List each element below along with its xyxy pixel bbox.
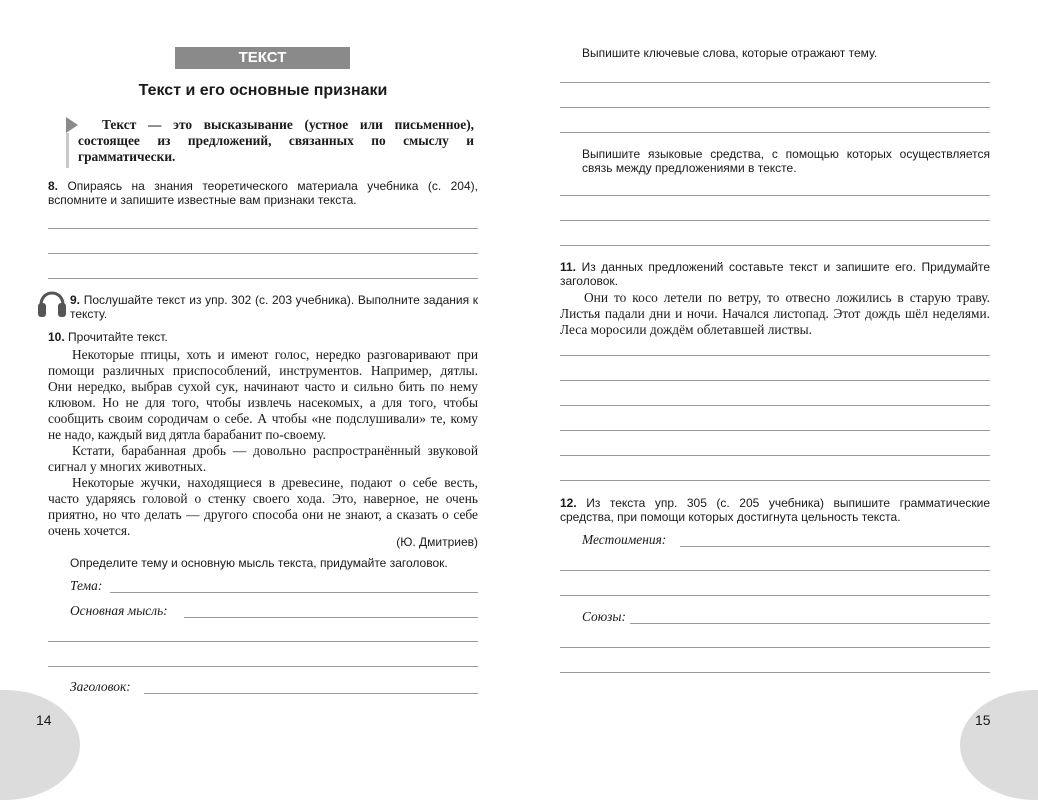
definition-bar <box>66 133 69 168</box>
answer-line[interactable] <box>560 245 990 246</box>
headphones-icon <box>36 281 68 321</box>
corner-decoration-left <box>0 690 80 800</box>
page-heading: Текст и его основные признаки <box>138 82 388 99</box>
task-8-number: 8. <box>48 179 59 193</box>
answer-line <box>48 253 478 254</box>
task-9 <box>70 293 478 321</box>
answer-line[interactable] <box>560 355 990 356</box>
answer-line-conjunctions[interactable] <box>630 623 990 624</box>
task-10-text: Прочитайте текст. <box>68 330 168 344</box>
answer-line[interactable] <box>560 672 990 673</box>
task-12 <box>560 496 990 524</box>
answer-line[interactable] <box>560 220 990 221</box>
definition-text: Текст — это высказывание (устное или письменное), состоящее из предложений, связанных по смыслу и грамматически. <box>78 117 474 164</box>
answer-line[interactable] <box>560 380 990 381</box>
task-11-number: 11. <box>560 260 577 274</box>
label-title: Заголовок: <box>70 679 131 694</box>
answer-line[interactable] <box>560 570 990 571</box>
corner-decoration-right <box>960 690 1038 800</box>
task-11-text: Из данных предложений составьте текст и запишите его. Придумайте заголовок. <box>560 260 990 288</box>
keywords-prompt: Выпишите ключевые слова, которые отражают тему. <box>582 46 878 60</box>
answer-line[interactable] <box>48 666 478 667</box>
reading-paragraph-2: Кстати, барабанная дробь — довольно распространённый звуковой сигнал у многих животных. <box>48 443 478 474</box>
answer-line[interactable] <box>48 641 478 642</box>
means-prompt: Выпишите языковые средства, с помощью которых осуществляется связь между предложениями в тексте. <box>582 147 990 175</box>
answer-line-pronouns[interactable] <box>680 546 990 547</box>
task-8 <box>48 179 478 207</box>
answer-line <box>48 278 478 279</box>
play-triangle-icon <box>66 117 78 133</box>
answer-line[interactable] <box>560 455 990 456</box>
text-author: (Ю. Дмитриев) <box>396 535 478 549</box>
task-10 <box>48 330 478 344</box>
reading-paragraph-3: Некоторые жучки, находящиеся в древесине, подают о себе весть, часто ударяясь головой о стенку своего хода. Это, наверное, не очень приятно, но что делать — другого способа они не знают, а сказать о себе очень хочется. <box>48 475 478 538</box>
answer-line-title[interactable] <box>144 693 478 694</box>
reading-text <box>48 347 478 539</box>
answer-line[interactable] <box>560 107 990 108</box>
page-number-right: 15 <box>975 712 991 728</box>
label-pronouns: Местоимения: <box>582 532 667 547</box>
answer-line[interactable] <box>560 82 990 83</box>
task-11 <box>560 260 990 288</box>
task-11-sentences <box>560 290 990 338</box>
label-main-idea: Основная мысль: <box>70 603 168 618</box>
answer-line <box>48 228 478 229</box>
answer-line[interactable] <box>560 430 990 431</box>
task-10-instruction: Определите тему и основную мысль текста, придумайте заголовок. <box>70 556 448 570</box>
task-9-text: Послушайте текст из упр. 302 (с. 203 учебника). Выполните задания к тексту. <box>70 293 478 321</box>
task-10-number: 10. <box>48 330 65 344</box>
task-11-sentences-text: Они то косо летели по ветру, то отвесно ложились в старую траву. Листья падали дни и ночи. Начался листопад. Этот дождь шёл неделями. Леса моросили дождём облетавшей листвы. <box>560 290 990 337</box>
answer-line[interactable] <box>560 195 990 196</box>
label-conjunctions: Союзы: <box>582 609 626 624</box>
answer-line[interactable] <box>560 480 990 481</box>
task-8-text: Опираясь на знания теоретического материала учебника (с. 204), вспомните и запишите известные вам признаки текста. <box>48 179 478 207</box>
task-12-number: 12. <box>560 496 577 510</box>
answer-line-main-idea[interactable] <box>184 617 478 618</box>
reading-paragraph-1: Некоторые птицы, хоть и имеют голос, нередко разговаривают при помощи различных приспособлений, инструментов. Например, дятлы. Они нередко, выбрав сухой сук, начинают часто и сильно бить по нему клювом. Но не для того, чтобы извлечь насекомых, а для того, чтобы сообщить своим сородичам о себе. А чтобы «не подслушивали» те, кому не надо, каждый вид дятла барабанит по-своему. <box>48 347 478 442</box>
answer-line-theme[interactable] <box>110 592 478 593</box>
answer-line[interactable] <box>560 405 990 406</box>
label-theme: Тема: <box>70 578 103 593</box>
answer-line[interactable] <box>560 647 990 648</box>
page-number-left: 14 <box>36 712 52 728</box>
task-9-number: 9. <box>70 293 81 307</box>
task-12-text: Из текста упр. 305 (с. 205 учебника) выпишите грамматические средства, при помощи которых достигнута цельность текста. <box>560 496 990 524</box>
answer-line[interactable] <box>560 132 990 133</box>
section-tab: ТЕКСТ <box>175 47 350 69</box>
answer-line[interactable] <box>560 595 990 596</box>
